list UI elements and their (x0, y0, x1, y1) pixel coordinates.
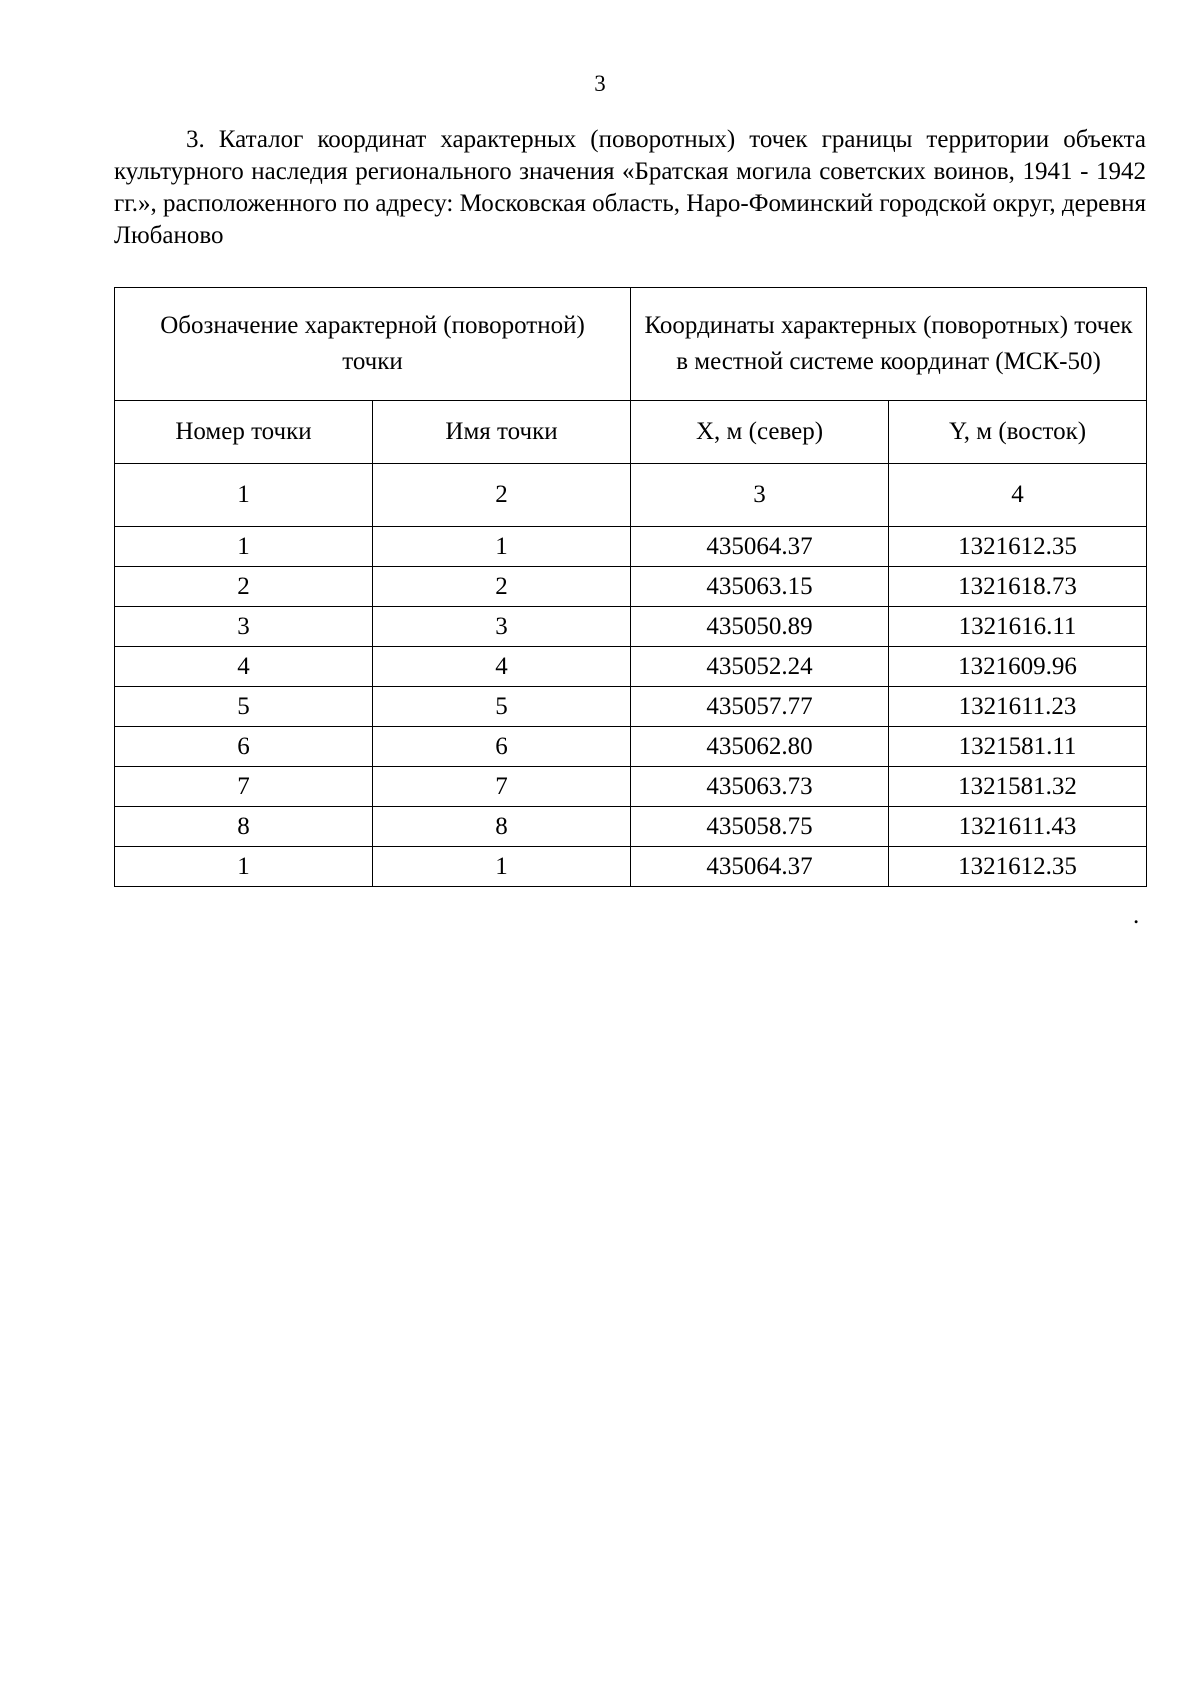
col-number: 2 (373, 464, 631, 527)
table-row (115, 727, 1147, 767)
cell-x: 435063.73 (631, 767, 889, 807)
cell-point-name: 7 (373, 767, 631, 807)
cell-y: 1321611.43 (889, 807, 1147, 847)
table-row (115, 527, 1147, 567)
col-number: 3 (631, 464, 889, 527)
cell-x: 435058.75 (631, 807, 889, 847)
table-row (115, 567, 1147, 607)
cell-point-number: 6 (115, 727, 373, 767)
table-row (115, 687, 1147, 727)
col-number: 4 (889, 464, 1147, 527)
cell-point-name: 4 (373, 647, 631, 687)
cell-point-number: 4 (115, 647, 373, 687)
cell-y: 1321611.23 (889, 687, 1147, 727)
cell-point-number: 5 (115, 687, 373, 727)
col-number: 1 (115, 464, 373, 527)
cell-x: 435064.37 (631, 527, 889, 567)
cell-point-number: 8 (115, 807, 373, 847)
cell-y: 1321581.32 (889, 767, 1147, 807)
col-header-x: X, м (север) (631, 401, 889, 464)
cell-point-name: 2 (373, 567, 631, 607)
designation-group-header: Обозначение характерной (поворотной) точки (115, 288, 631, 401)
cell-x: 435063.15 (631, 567, 889, 607)
trailing-mark: . (1133, 902, 1140, 929)
col-header-y: Y, м (восток) (889, 401, 1147, 464)
table-column-header-row (115, 401, 1147, 464)
cell-point-number: 3 (115, 607, 373, 647)
cell-y: 1321612.35 (889, 847, 1147, 887)
cell-point-name: 3 (373, 607, 631, 647)
col-header-point-name: Имя точки (373, 401, 631, 464)
cell-x: 435052.24 (631, 647, 889, 687)
table-row (115, 607, 1147, 647)
cell-y: 1321609.96 (889, 647, 1147, 687)
cell-point-name: 1 (373, 527, 631, 567)
table-group-header-row (115, 288, 1147, 401)
cell-y: 1321616.11 (889, 607, 1147, 647)
cell-y: 1321618.73 (889, 567, 1147, 607)
cell-point-name: 1 (373, 847, 631, 887)
cell-x: 435064.37 (631, 847, 889, 887)
coordinates-table (114, 287, 1147, 887)
intro-paragraph: 3. Каталог координат характерных (поворотных) точек границы территории объекта культурного наследия регионального значения «Братская могила советских воинов, 1941 - 1942 гг.», расположенного по адресу: Московская область, Наро-Фоминский городской округ, деревня Любаново (114, 126, 1146, 249)
table-row (115, 807, 1147, 847)
coordinates-group-header: Координаты характерных (поворотных) точек в местной системе координат (МСК-50) (631, 288, 1147, 401)
table-row (115, 767, 1147, 807)
cell-point-number: 1 (115, 847, 373, 887)
cell-y: 1321581.11 (889, 727, 1147, 767)
cell-y: 1321612.35 (889, 527, 1147, 567)
col-header-point-number: Номер точки (115, 401, 373, 464)
cell-point-name: 5 (373, 687, 631, 727)
table-column-number-row (115, 464, 1147, 527)
cell-point-number: 7 (115, 767, 373, 807)
cell-x: 435062.80 (631, 727, 889, 767)
cell-point-name: 8 (373, 807, 631, 847)
page-number: 3 (594, 71, 606, 96)
table-row (115, 647, 1147, 687)
cell-point-number: 1 (115, 527, 373, 567)
cell-point-number: 2 (115, 567, 373, 607)
cell-point-name: 6 (373, 727, 631, 767)
cell-x: 435057.77 (631, 687, 889, 727)
table-row (115, 847, 1147, 887)
cell-x: 435050.89 (631, 607, 889, 647)
